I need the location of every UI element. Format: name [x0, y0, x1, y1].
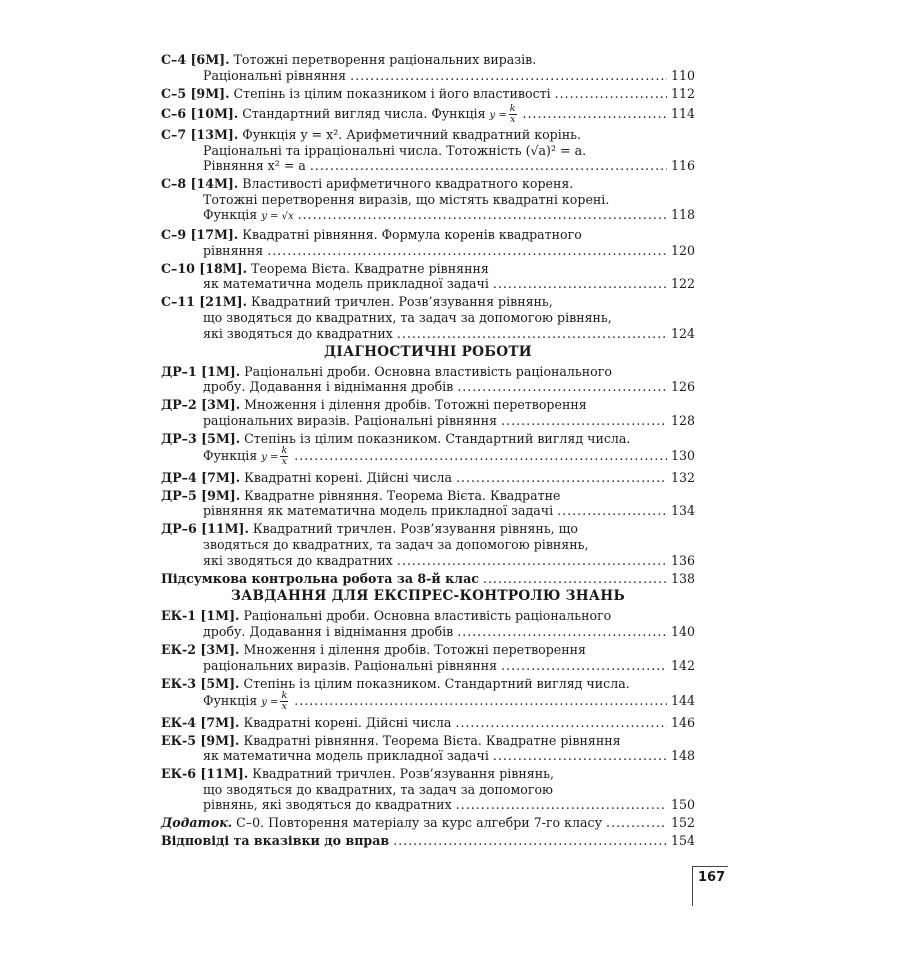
toc-entry-label: ЕК-2 [3М].	[161, 642, 240, 658]
toc-page-number: 136	[670, 552, 695, 568]
toc-entry	[161, 294, 695, 341]
toc-entry-text: Раціональні рівняння	[203, 67, 347, 83]
toc-entry-text: Квадратні корені. Дійсні числа	[243, 714, 452, 730]
toc-entry	[161, 227, 695, 258]
toc-entry-final-test	[161, 571, 695, 587]
toc-entry-text: раціональних виразів. Раціональні рівняння	[203, 412, 498, 428]
toc-entry-last-line	[161, 470, 695, 486]
toc-entry-line	[161, 733, 695, 749]
toc-entry-label: С–5 [9М].	[161, 85, 230, 101]
toc-entry-line	[161, 127, 695, 143]
toc-page-number: 112	[670, 85, 695, 101]
toc-entry-final-test-text: Підсумкова контрольна робота за 8-й клас	[161, 570, 479, 586]
toc-page-number: 114	[670, 105, 695, 121]
toc-entry-answers-text: Відповіді та вказівки до вправ	[161, 833, 390, 849]
fraction-denominator: x	[281, 456, 287, 468]
toc-entry-line	[161, 766, 695, 782]
fraction-numerator: k	[281, 445, 288, 457]
toc-entry-last-line	[161, 797, 695, 813]
leader-dots	[397, 326, 667, 342]
leader-dots	[606, 815, 667, 831]
toc-entry-text: Множення і ділення дробів. Тотожні перетворення	[243, 642, 586, 658]
toc-entry-line	[161, 261, 695, 277]
toc-entry-label: ЕК-3 [5М].	[161, 675, 240, 691]
toc-entry-last-line	[161, 68, 695, 84]
toc-entry	[161, 431, 695, 468]
toc-page-number: 144	[670, 693, 695, 709]
toc-entry-label: ДР–3 [5М].	[161, 430, 241, 446]
leader-dots	[501, 413, 667, 429]
toc-page-number: 132	[670, 469, 695, 485]
toc-entry-line	[161, 143, 695, 159]
toc-entry-line	[161, 294, 695, 310]
toc-entry-text: Квадратні рівняння. Теорема Вієта. Квадратне рівняння	[243, 732, 621, 748]
toc-entry-last-line	[161, 86, 695, 102]
toc-entry-line	[161, 52, 695, 68]
toc-entry-text: які зводяться до квадратних	[203, 325, 393, 341]
toc-entry	[161, 127, 695, 174]
toc-entry-last-text	[203, 503, 553, 519]
toc-entry-text: раціональних виразів. Раціональні рівняння	[203, 657, 498, 673]
toc-entry-last-text	[203, 326, 393, 342]
toc-entry-last-text	[203, 658, 497, 674]
toc-page-number: 138	[670, 570, 695, 586]
toc-entry-last-text	[203, 624, 453, 640]
toc-entry-last-text	[203, 446, 290, 467]
toc-entry-text: Раціональні та ірраціональні числа. Тотожність (√a)² = a.	[203, 142, 587, 158]
leader-dots	[393, 833, 667, 849]
toc-entry-last-line	[161, 379, 695, 395]
section-heading-express-control: ЗАВДАННЯ ДЛЯ ЕКСПРЕС-КОНТРОЛЮ ЗНАНЬ	[231, 588, 625, 605]
toc-entry-text: рівняння	[203, 242, 264, 258]
toc-entry-last-text	[203, 748, 489, 764]
toc-page-number: 152	[670, 815, 695, 831]
toc-entry-label: ДР–5 [9М].	[161, 487, 241, 503]
toc-entry-last-text	[203, 207, 294, 225]
toc-entry-label: ЕК-6 [11М].	[161, 766, 249, 782]
toc-entry-label: С–7 [13М].	[161, 126, 239, 142]
toc-entry-line	[161, 364, 695, 380]
toc-entry-line	[161, 310, 695, 326]
toc-entry-text: рівняння як математична модель прикладної задачі	[203, 503, 554, 519]
toc-entry-text: Раціональні дроби. Основна властивість раціонального	[243, 608, 612, 624]
toc-entry-text: Функція	[203, 207, 258, 223]
toc-entry-line	[161, 488, 695, 504]
toc-page-number: 148	[670, 748, 695, 764]
math-formula: y =	[261, 697, 279, 709]
leader-dots	[493, 276, 667, 292]
toc-entry-line	[161, 676, 695, 692]
toc-entry	[161, 86, 695, 102]
toc-entry-text: Стандартний вигляд числа. Функція	[242, 105, 486, 121]
toc-entry-last-line	[161, 748, 695, 764]
toc-entry-last-line	[161, 503, 695, 519]
toc-entry	[161, 766, 695, 813]
toc-entry	[161, 715, 695, 731]
toc-entry-line	[161, 431, 695, 447]
toc-page-number: 134	[670, 503, 695, 519]
fraction-numerator: k	[509, 102, 516, 114]
toc-page-number: 154	[670, 833, 695, 849]
fraction	[280, 691, 288, 712]
toc-entry	[161, 397, 695, 428]
toc-entry-last-text	[203, 243, 263, 259]
toc-entry-label: С–8 [14М].	[161, 176, 239, 192]
toc-entry-last-text	[161, 86, 551, 102]
toc-entry-last-line	[161, 207, 695, 225]
toc-entry-last-text	[203, 68, 346, 84]
leader-dots	[455, 715, 667, 731]
page-number-rule-vertical	[692, 866, 693, 906]
toc-entry-line	[161, 521, 695, 537]
fraction-denominator: x	[509, 113, 516, 125]
toc-entry-text: як математична модель прикладної задачі	[203, 276, 489, 292]
toc-entry-last-line	[161, 624, 695, 640]
toc-entry-text: Квадратний тричлен. Розв’язування рівнянь,	[252, 766, 554, 782]
math-formula: y =	[489, 109, 507, 121]
toc-page-number: 126	[670, 379, 695, 395]
toc-entry-label: С–6 [10М].	[161, 105, 239, 121]
toc-entry-last-text	[203, 379, 453, 395]
toc-group-independent-works	[161, 52, 695, 341]
toc-entry-text: які зводяться до квадратних	[203, 552, 393, 568]
toc-entry-text: що зводяться до квадратних, та задач за допомогою	[203, 781, 554, 797]
page-number-box	[689, 866, 731, 892]
toc-entry	[161, 521, 695, 568]
toc-entry-text: Степінь із цілим показником. Стандартний вигляд числа.	[243, 675, 630, 691]
toc-entry-last-line	[161, 104, 695, 125]
toc-page-number: 120	[670, 242, 695, 258]
toc-entry-line	[161, 176, 695, 192]
toc-entry	[161, 104, 695, 125]
toc-entry-text: рівнянь, які зводяться до квадратних	[203, 797, 452, 813]
toc-entry-text: Степінь із цілим показником і його властивості	[233, 85, 551, 101]
toc-entry-text: Функція	[203, 448, 258, 464]
fraction-numerator: k	[281, 690, 288, 702]
toc-entry-appendix-text: С–0. Повторення матеріалу за курс алгебри 7-го класу	[236, 815, 602, 831]
toc-entry	[161, 642, 695, 673]
leader-dots	[350, 68, 667, 84]
toc-entry-label: ДР–4 [7М].	[161, 469, 241, 485]
toc-entry-last-line	[161, 715, 695, 731]
toc-entry-last-line	[161, 553, 695, 569]
toc-entry-answers	[161, 833, 695, 849]
toc-entry-text: Квадратне рівняння. Теорема Вієта. Квадратне	[244, 487, 561, 503]
leader-dots	[294, 693, 667, 709]
toc-entry-label: ДР–1 [1М].	[161, 363, 241, 379]
toc-entry-text: Властивості арифметичного квадратного кореня.	[242, 176, 574, 192]
toc-page-number: 122	[670, 276, 695, 292]
toc-page-number: 128	[670, 412, 695, 428]
toc-entry-last-text	[161, 104, 519, 125]
section-heading-diagnostic: ДІАГНОСТИЧНІ РОБОТИ	[324, 343, 532, 360]
toc-entry-last-line	[161, 276, 695, 292]
toc-entry-last-text	[161, 715, 451, 731]
toc-entry-last-text	[203, 276, 489, 292]
toc-entry-last-line	[161, 243, 695, 259]
toc-entry-text: дробу. Додавання і віднімання дробів	[203, 379, 454, 395]
toc-entry-line	[161, 192, 695, 208]
toc-entry-line	[161, 537, 695, 553]
leader-dots	[493, 748, 667, 764]
toc-entry	[161, 176, 695, 225]
toc-entry-text: зводяться до квадратних, та задач за допомогою рівнянь,	[203, 536, 589, 552]
toc-entry	[161, 608, 695, 639]
leader-dots	[310, 158, 667, 174]
toc-entry-label: ЕК-1 [1М].	[161, 608, 240, 624]
toc-entry-text: дробу. Додавання і віднімання дробів	[203, 624, 454, 640]
toc-page-number: 142	[670, 657, 695, 673]
toc-page-number: 110	[670, 67, 695, 83]
toc-entry-label: ДР–6 [11М].	[161, 521, 249, 537]
toc-entry-last-line	[161, 446, 695, 467]
toc-entry	[161, 676, 695, 713]
toc-entry-label: С–4 [6М].	[161, 52, 230, 67]
leader-dots	[557, 503, 667, 519]
math-formula: y = √x	[261, 211, 294, 223]
toc-entry-label: ДР–2 [3М].	[161, 397, 241, 413]
toc-entry-appendix-label: Додаток.	[161, 815, 233, 831]
toc-entry-text: Квадратний тричлен. Розв’язування рівнянь, що	[252, 521, 578, 537]
leader-dots	[298, 207, 667, 223]
toc-entry-text: Теорема Вієта. Квадратне рівняння	[251, 260, 489, 276]
toc-page-number: 118	[670, 207, 695, 223]
toc-page-number: 140	[670, 624, 695, 640]
toc-entry	[161, 488, 695, 519]
toc-entry-text: Тотожні перетворення виразів, що містять квадратні корені.	[203, 191, 610, 207]
toc-page-number: 146	[670, 714, 695, 730]
leader-dots	[456, 797, 667, 813]
toc-entry-text: Функція y = x². Арифметичний квадратний корінь.	[242, 126, 582, 142]
toc-entry	[161, 733, 695, 764]
toc-entry-last-text	[203, 797, 452, 813]
toc-entry-text: Квадратний тричлен. Розв’язування рівнянь,	[251, 294, 553, 310]
toc-page-number: 116	[670, 158, 695, 174]
page-number-rule-horizontal	[692, 866, 728, 867]
toc-entry-text: що зводяться до квадратних, та задач за допомогою рівнянь,	[203, 310, 612, 326]
fraction	[280, 446, 288, 467]
toc-entry-text: Квадратні корені. Дійсні числа	[244, 469, 453, 485]
toc-entry-last-text	[203, 158, 306, 174]
toc-entry	[161, 52, 695, 83]
toc-entry-last-line	[161, 658, 695, 674]
toc-entry-text: Тотожні перетворення раціональних виразів.	[233, 52, 537, 67]
toc-entry-label: ЕК-5 [9М].	[161, 732, 240, 748]
leader-dots	[457, 379, 667, 395]
toc-entry-last-text	[203, 553, 393, 569]
fraction-denominator: x	[281, 701, 287, 713]
toc-entry-last-line	[161, 158, 695, 174]
toc-entry-text: Квадратні рівняння. Формула коренів квадратного	[242, 227, 582, 243]
leader-dots	[555, 86, 667, 102]
toc-entry-text: Раціональні дроби. Основна властивість раціонального	[244, 363, 612, 379]
toc-page-number: 124	[670, 325, 695, 341]
toc-entry-text: Множення і ділення дробів. Тотожні перетворення	[244, 397, 587, 413]
toc-entry-appendix	[161, 815, 695, 831]
toc-entry-last-line	[161, 413, 695, 429]
toc-entry-label: С–9 [17М].	[161, 227, 239, 243]
toc-entry	[161, 470, 695, 486]
toc-entry-last-text	[203, 413, 497, 429]
toc-group-diagnostic-works	[161, 364, 695, 568]
toc-page-number: 150	[670, 797, 695, 813]
table-of-contents	[161, 52, 695, 851]
toc-group-express-control	[161, 608, 695, 812]
toc-entry-line	[161, 782, 695, 798]
page-number: 167	[698, 870, 726, 885]
toc-entry-label: ЕК-4 [7М].	[161, 714, 240, 730]
toc-entry-last-text	[203, 691, 290, 712]
toc-entry-text: Функція	[203, 693, 258, 709]
leader-dots	[397, 553, 667, 569]
leader-dots	[523, 106, 667, 122]
toc-entry-text: Рівняння x² = a	[203, 158, 306, 174]
toc-entry-line	[161, 642, 695, 658]
math-formula: y =	[261, 452, 279, 464]
toc-entry-line	[161, 227, 695, 243]
toc-entry-last-line	[161, 691, 695, 712]
fraction	[509, 104, 517, 125]
leader-dots	[501, 658, 667, 674]
toc-entry-line	[161, 608, 695, 624]
toc-entry-last-line	[161, 326, 695, 342]
toc-entry	[161, 364, 695, 395]
toc-entry-text: Степінь із цілим показником. Стандартний вигляд числа.	[244, 430, 631, 446]
toc-entry-line	[161, 397, 695, 413]
toc-entry	[161, 261, 695, 292]
toc-entry-text: як математична модель прикладної задачі	[203, 748, 489, 764]
leader-dots	[483, 571, 667, 587]
leader-dots	[456, 470, 667, 486]
toc-page-number: 130	[670, 448, 695, 464]
toc-entry-last-text	[161, 470, 452, 486]
toc-entry-label: С–11 [21М].	[161, 294, 247, 310]
toc-entry-label: С–10 [18М].	[161, 260, 247, 276]
leader-dots	[294, 448, 667, 464]
leader-dots	[457, 624, 667, 640]
leader-dots	[267, 243, 667, 259]
